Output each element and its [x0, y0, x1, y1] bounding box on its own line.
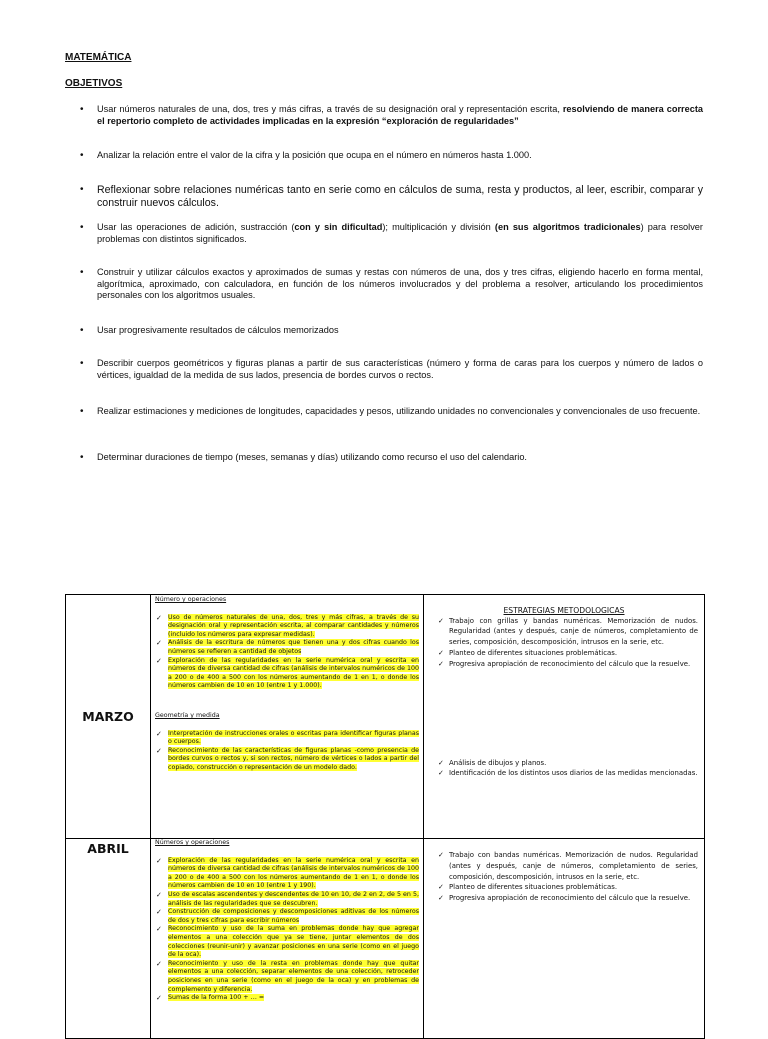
list-item: ✓ Uso de escalas ascendentes y descendentes de 10 en 10, de 2 en 2, de 5 en 5, análisis de las regularidades que se descubren. [168, 891, 419, 908]
objective-item: • Describir cuerpos geométricos y figuras planas a partir de sus características (número y forma de caras para los cuerpos y número de lados o vértices, igualdad de la medida de sus lados, presencia de bordes curvos o rectos. [97, 358, 703, 381]
page-title: MATEMÁTICA [65, 52, 132, 63]
table-row-marzo [66, 595, 705, 839]
objective-item: • Usar las operaciones de adición, sustracción (con y sin dificultad); multiplicación y división (en sus algoritmos tradicionales) para resolver problemas con distintos significados. [97, 222, 703, 245]
list-item: ✓ Progresiva apropiación de reconocimiento del cálculo que la resuelve. [449, 893, 698, 904]
strategies-cell [424, 839, 705, 1039]
section-title: Números y operaciones [155, 839, 230, 846]
list-item: ✓ Interpretación de instrucciones orales o escritas para identificar figuras planas o cuerpos. [168, 730, 419, 747]
contents-list [151, 730, 423, 773]
section-heading-objetivos: OBJETIVOS [65, 78, 123, 89]
list-item: ✓ Uso de números naturales de una, dos, tres y más cifras, a través de su designación oral y representación escrita, al comparar cantidades y números (incluido los números para expresar medidas). [168, 614, 419, 640]
table-row-abril [66, 839, 705, 1039]
month-label: MARZO [82, 709, 134, 724]
strategies-list [424, 616, 704, 670]
strategies-list [424, 758, 704, 780]
list-item: ✓ Análisis de la escritura de números que tienen una y dos cifras cuando los números se refieren a cantidad de objetos [168, 639, 419, 656]
list-item: ✓ Identificación de los distintos usos diarios de las medidas mencionadas. [449, 768, 698, 779]
section-title: Geometría y medida [155, 711, 220, 719]
contents-list [151, 857, 423, 1003]
list-item: ✓ Trabajo con bandas numéricas. Memorización de nudos. Regularidad (antes y después, canje de números, completamiento de series, composición, descomposición, intrusos en la serie, etc. [449, 850, 698, 882]
contents-cell [151, 595, 424, 839]
objective-item: • Realizar estimaciones y mediciones de longitudes, capacidades y pesos, utilizando unidades no convencionales y convencionales de uso frecuente. [97, 406, 703, 418]
list-item: ✓ Sumas de la forma 100 + … = [168, 994, 419, 1003]
strategies-list [424, 850, 704, 904]
objective-item: • Usar números naturales de una, dos, tres y más cifras, a través de su designación oral y representación escrita, resolviendo de manera correcta el repertorio completo de actividades implicadas en la expresión “exploración de regularidades” [97, 104, 703, 127]
list-item: ✓ Construcción de composiciones y descomposiciones aditivas de los números de dos y tres cifras para escribir números [168, 908, 419, 925]
list-item: ✓ Exploración de las regularidades en la serie numérica oral y escrita en números de diversa cantidad de cifras (análisis de intervalos numéricos de 100 a 200 o de 400 a 500 con los números aumentando de 1 en 1, o donde los números cambien de 10 en 10 (entre 1 y 1.000). [168, 657, 419, 691]
list-item: ✓ Reconocimiento de las características de figuras planas -como presencia de bordes curvos o rectos y, si son rectos, número de vértices o lados a partir del copiado, construcción o representación de un modelo dado. [168, 747, 419, 773]
objective-item: • Analizar la relación entre el valor de la cifra y la posición que ocupa en el número en números hasta 1.000. [97, 150, 703, 162]
month-label: ABRIL [87, 841, 129, 856]
objective-emphasis: resolviendo de manera correcta el repertorio completo de actividades implicadas en la expresión “exploración de regularidades” [97, 104, 703, 126]
list-item: ✓ Análisis de dibujos y planos. [449, 758, 698, 769]
objective-item: • Determinar duraciones de tiempo (meses, semanas y días) utilizando como recurso el uso del calendario. [97, 452, 703, 464]
objective-item: • Reflexionar sobre relaciones numéricas tanto en serie como en cálculos de suma, resta y productos, al leer, escribir, comparar y construir nuevos cálculos. [97, 184, 703, 209]
objective-item: • Construir y utilizar cálculos exactos y aproximados de sumas y restas con números de una, dos y tres cifras, eligiendo hacerlo en forma mental, algorítmica, aproximado, con calculadora, en función de los números involucrados y del problema a resolver, articulando los procedimientos personales con los algoritmos usuales. [97, 267, 703, 302]
list-item: ✓ Trabajo con grillas y bandas numéricas. Memorización de nudos. Regularidad (antes y después, canje de números, completamiento de series, composición, descomposición, intrusos en la serie, etc. [449, 616, 698, 648]
objective-item: • Usar progresivamente resultados de cálculos memorizados [97, 325, 703, 337]
list-item: ✓ Planteo de diferentes situaciones problemáticas. [449, 882, 698, 893]
list-item: ✓ Planteo de diferentes situaciones problemáticas. [449, 648, 698, 659]
list-item: ✓ Reconocimiento y uso de la resta en problemas donde hay que quitar elementos a una colección, separar elementos de una colección, retroceder posiciones en una serie (como en el juego de la oca) y en problemas de complemento y diferencia. [168, 960, 419, 994]
month-cell [66, 839, 151, 1039]
contents-cell [151, 839, 424, 1039]
strategies-cell [424, 595, 705, 839]
section-title: Número y operaciones [155, 596, 227, 603]
strategies-title: ESTRATEGIAS METODOLOGICAS [503, 606, 625, 615]
month-cell [66, 595, 151, 839]
list-item: ✓ Reconocimiento y uso de la suma en problemas donde hay que agregar elementos a una colección que ya se tiene, juntar elementos de dos colecciones (reunir-unir) y avanzar posiciones en una serie (como en el juego de la oca). [168, 925, 419, 959]
contents-list [151, 614, 423, 691]
list-item: ✓ Exploración de las regularidades en la serie numérica oral y escrita en números de diversa cantidad de cifras (análisis de intervalos numéricos de 100 a 200 o de 400 a 500 con los números aumentando de 1 en 1, o donde los números cambien de 10 en 10 (entre 1 y 190). [168, 857, 419, 891]
planning-table [65, 594, 705, 1039]
list-item: ✓ Progresiva apropiación de reconocimiento del cálculo que la resuelve. [449, 659, 698, 670]
